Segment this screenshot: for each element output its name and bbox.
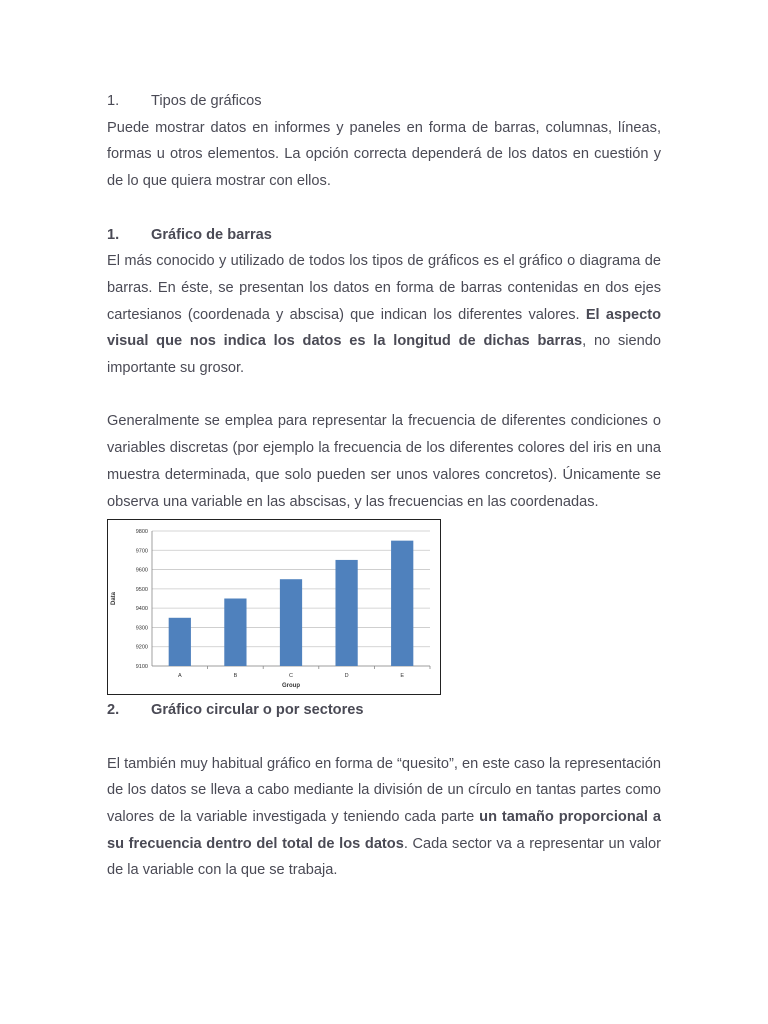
bar-chart bbox=[107, 519, 441, 695]
section-heading-circular bbox=[107, 697, 661, 724]
y-tick-label: 9700 bbox=[135, 548, 148, 555]
y-axis-label: Data bbox=[111, 592, 117, 606]
section-number: 1. bbox=[107, 93, 120, 109]
section-number: 2. bbox=[107, 702, 120, 719]
bar-chart-svg bbox=[108, 520, 440, 694]
y-tick-label: 9600 bbox=[135, 567, 148, 574]
y-tick-label: 9200 bbox=[135, 644, 148, 651]
section-number: 1. bbox=[107, 226, 120, 243]
y-tick-label: 9800 bbox=[135, 529, 148, 536]
y-tick-label: 9100 bbox=[135, 664, 148, 671]
bar-a bbox=[169, 618, 191, 666]
paragraph-barras bbox=[107, 248, 661, 382]
document-page bbox=[107, 88, 661, 884]
x-tick-label: B bbox=[233, 673, 238, 680]
paragraph-circular bbox=[107, 751, 661, 885]
bold-text-run: El aspecto visual que nos indica los datos es la longitud de dichas barras bbox=[107, 306, 661, 350]
y-tick-label: 9400 bbox=[135, 606, 148, 613]
section-title: Tipos de gráficos bbox=[151, 93, 262, 109]
paragraph-intro: Puede mostrar datos en informes y paneles en forma de barras, columnas, líneas, formas u otros elementos. La opción correcta dependerá de los datos en cuestión y de lo que quiera mostrar con ellos. bbox=[107, 119, 661, 190]
section-title: Gráfico circular o por sectores bbox=[151, 702, 364, 719]
x-tick-label: C bbox=[289, 673, 293, 680]
section-title: Gráfico de barras bbox=[151, 226, 272, 243]
bar-e bbox=[391, 541, 413, 666]
bar-c bbox=[280, 579, 302, 666]
section-heading-tipos bbox=[107, 88, 661, 115]
text-run: , no siendo importante su grosor. bbox=[107, 333, 662, 377]
bold-text-run: un tamaño proporcional a su frecuencia dentro del total de los datos bbox=[107, 809, 661, 852]
y-tick-label: 9500 bbox=[135, 587, 148, 594]
x-axis-label: Group bbox=[282, 683, 300, 690]
x-tick-label: A bbox=[177, 673, 182, 680]
text-run: El más conocido y utilizado de todos los tipos de gráficos es el gráfico o diagrama de barras. En éste, se presentan los datos en forma de barras contenidas en dos ejes cartesianos (coordenada y abscisa) que indican los diferentes valores. bbox=[107, 253, 661, 323]
paragraph-frecuencia: Generalmente se emplea para representar la frecuencia de diferentes condiciones o variables discretas (por ejemplo la frecuencia de los diferentes colores del iris en una muestra determinada, que solo pueden ser unos valores concretos). Únicamente se observa una variable en las abscisas, y las frecuencias en las coordenadas. bbox=[107, 413, 661, 510]
text-run: El también muy habitual gráfico en forma de “quesito”, en este caso la representación de los datos se lleva a cabo mediante la división de un círculo en tantas partes como valores de la variable investigada y teniendo cada parte bbox=[107, 755, 661, 826]
bar-b bbox=[224, 599, 246, 667]
x-tick-label: D bbox=[344, 673, 349, 680]
section-heading-barras bbox=[107, 222, 661, 249]
bar-d bbox=[335, 560, 357, 666]
text-run: . Cada sector va a representar un valor de la variable con la que se trabaja. bbox=[107, 835, 661, 879]
y-tick-label: 9300 bbox=[135, 625, 148, 632]
x-tick-label: E bbox=[400, 673, 405, 680]
